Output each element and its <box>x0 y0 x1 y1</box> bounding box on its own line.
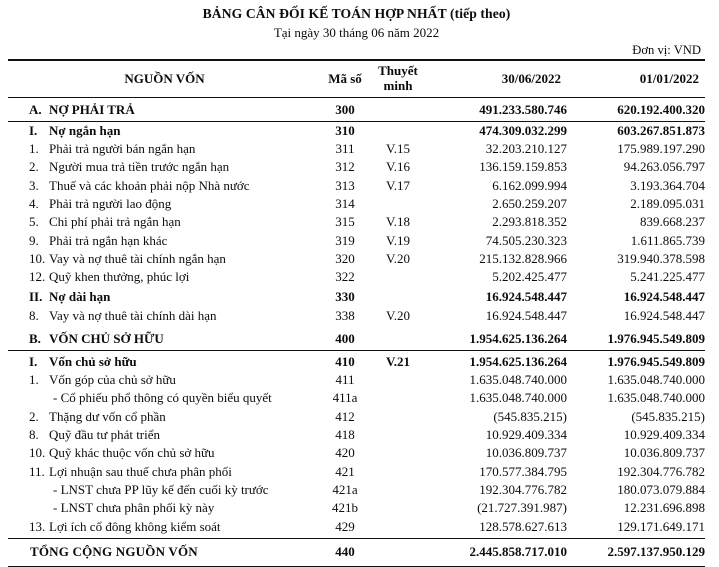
row-no: 2. <box>29 159 39 175</box>
row-code: 314 <box>335 195 355 211</box>
row-code: 412 <box>335 408 355 424</box>
row-no: 10. <box>29 445 46 461</box>
document-title: BẢNG CÂN ĐỐI KẾ TOÁN HỢP NHẤT (tiếp theo) <box>202 6 511 21</box>
row-code: 312 <box>335 159 355 175</box>
row-no: 13. <box>29 518 46 534</box>
row-v2: 2.189.095.031 <box>630 195 705 211</box>
row-v1: 1.635.048.740.000 <box>469 390 567 406</box>
row-note: V.17 <box>386 177 410 193</box>
row-no: 3. <box>29 177 39 193</box>
row-label: Phải trả người bán ngắn hạn <box>49 141 196 157</box>
row-v2: 5.241.225.477 <box>630 269 705 285</box>
row-label: - LNST chưa PP lũy kế đến cuối kỳ trước <box>53 481 269 497</box>
table-row <box>8 98 705 122</box>
row-note: V.18 <box>386 214 410 230</box>
row-label: Vốn chủ sở hữu <box>49 353 137 369</box>
table-row <box>8 481 705 499</box>
row-no: 2. <box>29 408 39 424</box>
row-v2: 620.192.400.320 <box>617 101 705 117</box>
row-no: I. <box>29 122 38 138</box>
row-code: 421b <box>332 500 358 516</box>
row-no: 5. <box>29 214 39 230</box>
row-v2: 2.597.137.950.129 <box>607 543 705 559</box>
row-no: 4. <box>29 195 39 211</box>
row-v1: 170.577.384.795 <box>479 463 567 479</box>
row-code: 400 <box>335 330 355 346</box>
row-v2: 1.976.945.549.809 <box>607 353 705 369</box>
row-no: 8. <box>29 427 39 443</box>
row-v2: 10.036.809.737 <box>623 445 705 461</box>
row-label: Vay và nợ thuê tài chính ngắn hạn <box>49 250 226 266</box>
row-label: Chi phí phải trả ngắn hạn <box>49 214 181 230</box>
row-label: Thuế và các khoản phải nộp Nhà nước <box>49 177 250 193</box>
row-label: Vay và nợ thuê tài chính dài hạn <box>49 307 217 323</box>
table-row <box>8 288 705 306</box>
row-label: - LNST chưa phân phối kỳ này <box>53 500 215 516</box>
row-v2: 1.976.945.549.809 <box>607 330 705 346</box>
row-code: 411a <box>332 390 358 406</box>
row-label: Quỹ đầu tư phát triển <box>49 427 161 443</box>
row-label: Người mua trả tiền trước ngắn hạn <box>49 159 230 175</box>
column-header-note: Thuyết minh <box>378 63 418 93</box>
table-row <box>8 408 705 426</box>
row-code: 410 <box>335 353 355 369</box>
row-v1: 6.162.099.994 <box>492 177 567 193</box>
table-row <box>8 122 705 140</box>
row-code: 311 <box>335 141 355 157</box>
row-label: Nợ ngắn hạn <box>49 122 121 138</box>
table-row <box>8 499 705 517</box>
row-v1: (21.727.391.987) <box>477 500 567 516</box>
row-label: Thặng dư vốn cổ phần <box>49 408 166 424</box>
row-label: Lợi ích cổ đông không kiểm soát <box>49 518 221 534</box>
document-subtitle: Tại ngày 30 tháng 06 năm 2022 <box>273 25 440 40</box>
table-row <box>8 177 705 195</box>
row-v2: 129.171.649.171 <box>617 518 705 534</box>
table-row <box>8 444 705 462</box>
row-v2: 175.989.197.290 <box>617 141 705 157</box>
row-v2: 1.635.048.740.000 <box>607 390 705 406</box>
row-note: V.21 <box>386 353 410 369</box>
table-total-row <box>8 538 705 567</box>
row-no: 10. <box>29 250 46 266</box>
row-v1: 5.202.425.477 <box>492 269 567 285</box>
table-row <box>8 158 705 176</box>
row-v1: 1.954.625.136.264 <box>469 353 567 369</box>
row-v1: 16.924.548.447 <box>485 307 567 323</box>
row-label: Quỹ khác thuộc vốn chủ sở hữu <box>49 445 215 461</box>
row-label: Lợi nhuận sau thuế chưa phân phối <box>49 463 232 479</box>
table-row <box>8 213 705 231</box>
row-label: Phải trả ngắn hạn khác <box>49 232 168 248</box>
row-note: V.20 <box>386 307 410 323</box>
row-label: TỔNG CỘNG NGUỒN VỐN <box>30 543 198 559</box>
row-code: 420 <box>335 445 355 461</box>
row-label: VỐN CHỦ SỞ HỮU <box>49 330 164 346</box>
row-v1: (545.835.215) <box>493 408 567 424</box>
row-note: V.16 <box>386 159 410 175</box>
row-v1: 2.445.858.717.010 <box>469 543 567 559</box>
row-label: - Cổ phiếu phổ thông có quyền biểu quyết <box>53 390 272 406</box>
row-code: 440 <box>335 543 355 559</box>
row-note: V.20 <box>386 250 410 266</box>
table-row <box>8 371 705 389</box>
row-v1: 2.293.818.352 <box>492 214 567 230</box>
row-label: Quỹ khen thưởng, phúc lợi <box>49 269 190 285</box>
row-v1: 136.159.159.853 <box>479 159 567 175</box>
column-header-code: Mã số <box>328 71 362 86</box>
row-no: 11. <box>29 463 45 479</box>
row-no: I. <box>29 353 38 369</box>
row-v1: 474.309.032.299 <box>479 122 567 138</box>
row-v2: 12.231.696.898 <box>623 500 705 516</box>
row-v2: 16.924.548.447 <box>623 289 705 305</box>
row-v2: 839.668.237 <box>640 214 705 230</box>
row-v1: 16.924.548.447 <box>485 289 567 305</box>
column-header-prior-period: 01/01/2022 <box>639 71 699 86</box>
row-code: 320 <box>335 250 355 266</box>
row-v2: (545.835.215) <box>631 408 705 424</box>
row-code: 315 <box>335 214 355 230</box>
row-v2: 3.193.364.704 <box>630 177 705 193</box>
row-no: II. <box>29 289 43 305</box>
row-v1: 192.304.776.782 <box>479 481 567 497</box>
row-note: V.15 <box>386 141 410 157</box>
row-label: Nợ dài hạn <box>49 289 111 305</box>
row-code: 319 <box>335 232 355 248</box>
row-code: 421a <box>332 481 358 497</box>
row-code: 322 <box>335 269 355 285</box>
row-note: V.19 <box>386 232 410 248</box>
row-code: 418 <box>335 427 355 443</box>
row-v1: 1.635.048.740.000 <box>469 372 567 388</box>
row-v1: 10.929.409.334 <box>485 427 567 443</box>
table-row <box>8 353 705 371</box>
row-code: 330 <box>335 289 355 305</box>
row-label: Phải trả người lao động <box>49 195 172 211</box>
row-code: 300 <box>335 101 355 117</box>
row-code: 310 <box>335 122 355 138</box>
row-v1: 128.578.627.613 <box>479 518 567 534</box>
table-row <box>8 268 705 286</box>
row-v2: 94.263.056.797 <box>623 159 705 175</box>
row-v1: 1.954.625.136.264 <box>469 330 567 346</box>
row-v1: 10.036.809.737 <box>485 445 567 461</box>
row-no: A. <box>29 101 42 117</box>
currency-unit-label: Đơn vị: VND <box>632 43 701 57</box>
table-row <box>8 463 705 481</box>
table-row <box>8 195 705 213</box>
table-row <box>8 307 705 325</box>
table-row <box>8 327 705 351</box>
table-header-row <box>8 61 705 98</box>
row-no: 1. <box>29 141 39 157</box>
table-body <box>8 98 705 567</box>
table-row <box>8 232 705 250</box>
row-v2: 1.611.865.739 <box>630 232 705 248</box>
row-code: 421 <box>335 463 355 479</box>
row-no: 9. <box>29 232 39 248</box>
row-code: 411 <box>335 372 355 388</box>
row-v2: 192.304.776.782 <box>617 463 705 479</box>
row-v1: 215.132.828.966 <box>479 250 567 266</box>
row-v1: 2.650.259.207 <box>492 195 567 211</box>
row-code: 338 <box>335 307 355 323</box>
row-v1: 74.505.230.323 <box>485 232 567 248</box>
row-no: 1. <box>29 372 39 388</box>
row-label: Vốn góp của chủ sở hữu <box>49 372 176 388</box>
row-code: 313 <box>335 177 355 193</box>
row-no: B. <box>29 330 41 346</box>
row-v2: 603.267.851.873 <box>617 122 705 138</box>
row-v2: 16.924.548.447 <box>623 307 705 323</box>
row-no: 8. <box>29 307 39 323</box>
row-v1: 491.233.580.746 <box>479 101 567 117</box>
table-row <box>8 518 705 536</box>
row-v2: 319.940.378.598 <box>617 250 705 266</box>
row-label: NỢ PHẢI TRẢ <box>49 101 135 117</box>
column-header-item: NGUỒN VỐN <box>124 71 205 86</box>
row-v2: 180.073.079.884 <box>617 481 705 497</box>
row-v2: 10.929.409.334 <box>623 427 705 443</box>
table-row <box>8 140 705 158</box>
row-v1: 32.203.210.127 <box>485 141 567 157</box>
table-row <box>8 389 705 407</box>
row-v2: 1.635.048.740.000 <box>607 372 705 388</box>
column-header-current-period: 30/06/2022 <box>501 71 561 86</box>
table-row <box>8 426 705 444</box>
row-no: 12. <box>29 269 46 285</box>
table-row <box>8 250 705 268</box>
row-code: 429 <box>335 518 355 534</box>
